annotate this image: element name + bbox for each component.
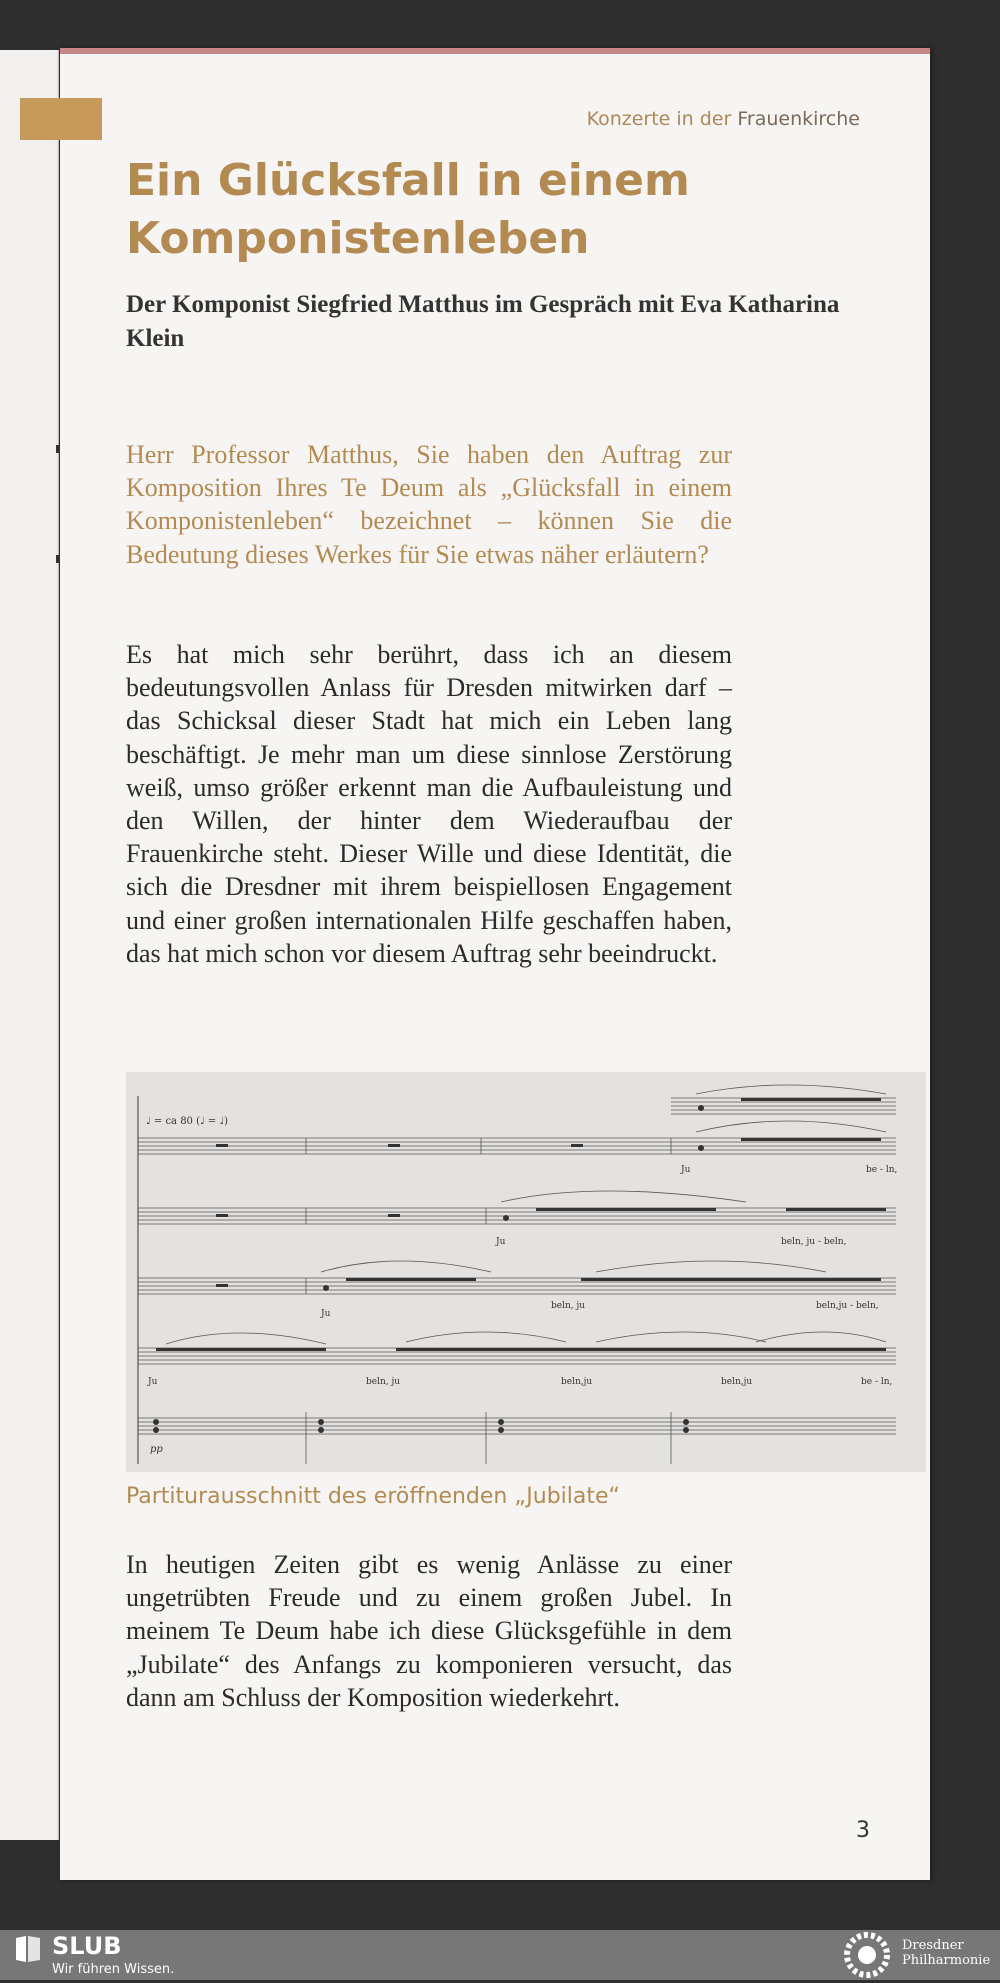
staff-row-3 (138, 1261, 896, 1294)
lyric: beln,ju - beln, (816, 1301, 879, 1311)
section-tab-marker (20, 98, 102, 140)
left-page-edge (0, 50, 59, 1840)
lyric: Ju (681, 1165, 691, 1175)
dynamic-mark: pp (150, 1444, 163, 1455)
philharmonie-line-2: Philharmonie (902, 1953, 991, 1968)
slub-logo-icon (14, 1934, 42, 1969)
lyric: beln, ju (551, 1301, 586, 1311)
lyric: be - ln, (861, 1377, 893, 1387)
lyric: be - ln, (866, 1165, 898, 1175)
staff-row-1 (138, 1085, 896, 1464)
notes-row-3 (216, 1278, 881, 1291)
lyric: beln, ju - beln, (781, 1237, 847, 1247)
lyric: beln,ju (721, 1377, 753, 1387)
interview-question: Herr Professor Matthus, Sie haben den Auftrag zur Komposition Ihres Te Deum als „Glücksfall in einem Komponistenleben“ bezeichnet – können Sie die Bedeutung dieses Werkes für Sie etwas näher erläutern? (126, 440, 732, 569)
notes-row-2 (216, 1208, 886, 1221)
header-prefix: Konzerte in der (586, 108, 738, 130)
staff-row-2 (138, 1191, 896, 1224)
philharmonie-name (902, 1938, 990, 1968)
article-subtitle: Der Komponist Siegfried Matthus im Gespräch mit Eva Katharina Klein (126, 291, 840, 352)
running-header (587, 108, 860, 130)
header-emphasis: Frauenkirche (737, 108, 860, 130)
philharmonie-logo-icon (842, 1932, 892, 1983)
notes-row-4 (156, 1348, 886, 1351)
page-number: 3 (856, 1818, 870, 1843)
lyric: beln, ju (366, 1377, 401, 1387)
article-title: Ein Glücksfall in einem Komponistenleben (126, 155, 690, 264)
lyric: Ju (496, 1237, 506, 1247)
lyric: Ju (321, 1309, 331, 1319)
slub-tagline: Wir führen Wissen. (52, 1962, 175, 1977)
interview-answer: Es hat mich sehr berührt, dass ich an diesem bedeutungsvollen Anlass für Dresden mitwirken darf – das Schicksal dieser Stadt hat mich ein Leben lang beschäftigt. Je mehr man um diese sinnlose Zerstörung weiß, umso größer erkennt man die Aufbauleistung und den Willen, der hinter dem Wiederaufbau der Frauenkirche steht. Dieser Wille und diese Identität, die sich die Dresdner mit ihrem beispiellosen Engagement und einer großen internationalen Hilfe geschaffen haben, das hat mich schon vor diesem Auftrag sehr beeindruckt. (126, 640, 732, 968)
page-top-line (60, 48, 930, 54)
philharmonie-line-1: Dresdner (902, 1938, 964, 1953)
score-caption: Partiturausschnitt des eröffnenden „Jubilate“ (126, 1484, 620, 1509)
lyric: Ju (148, 1377, 158, 1387)
staff-row-5 (138, 1412, 896, 1464)
lyric: beln,ju (561, 1377, 593, 1387)
slub-name: SLUB (52, 1932, 122, 1960)
brochure-page (60, 48, 930, 1880)
footer-bar (0, 1930, 1000, 1980)
tempo-mark: ♩ = ca 80 (♩ = ♩) (146, 1116, 229, 1127)
score-excerpt-image (126, 1072, 926, 1472)
closing-paragraph: In heutigen Zeiten gibt es wenig Anlässe zu einer ungetrübten Freude und zu einem großen Jubel. In meinem Te Deum habe ich diese Glücksgefühle in dem „Jubilate“ des Anfangs zu komponieren versucht, das dann am Schluss der Komposition wiederkehrt. (126, 1550, 732, 1712)
score-graphic (126, 1072, 926, 1472)
